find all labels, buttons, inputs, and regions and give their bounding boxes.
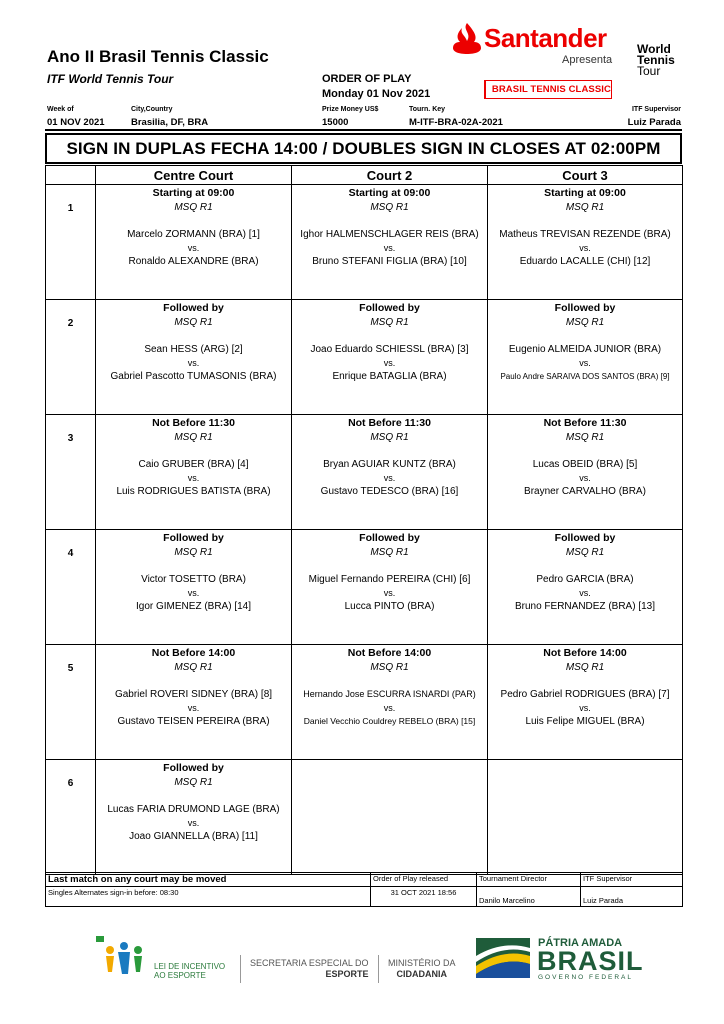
- player-1: Eugenio ALMEIDA JUNIOR (BRA): [508, 344, 662, 355]
- match-round: MSQ R1: [174, 316, 213, 328]
- player-2: Joao GIANNELLA (BRA) [11]: [129, 830, 258, 842]
- brasil-wordmark: BRASIL: [537, 946, 644, 976]
- lei-line-1: LEI DE INCENTIVO: [154, 962, 226, 971]
- match-time: Followed by: [359, 302, 420, 314]
- prize-label: Prize Money US$: [322, 106, 379, 113]
- match-round: MSQ R1: [174, 776, 213, 788]
- player-2: Brayner CARVALHO (BRA): [524, 485, 646, 497]
- released-label: Order of Play released: [371, 873, 477, 887]
- versus: vs.: [579, 587, 591, 598]
- match-cell: [488, 645, 683, 760]
- versus: vs.: [579, 357, 591, 368]
- match-cell: [488, 300, 683, 415]
- sponsor-tagline: Apresenta: [562, 54, 613, 66]
- match-cell: [96, 645, 292, 760]
- order-of-play-label: ORDER OF PLAY: [322, 73, 412, 85]
- match-round: MSQ R1: [370, 546, 409, 558]
- player-1: Gabriel ROVERI SIDNEY (BRA) [8]: [114, 689, 273, 700]
- player-1: Ighor HALMENSCHLAGER REIS (BRA): [300, 229, 479, 240]
- match-round: MSQ R1: [174, 201, 213, 213]
- match-round: MSQ R1: [370, 431, 409, 443]
- player-1: Pedro Gabriel RODRIGUES (BRA) [7]: [500, 689, 670, 700]
- player-1: Joao Eduardo SCHIESSL (BRA) [3]: [310, 344, 469, 355]
- row-number: 2: [46, 300, 96, 415]
- match-round: MSQ R1: [565, 661, 605, 673]
- empty-match-cell: [488, 760, 683, 875]
- match-round: MSQ R1: [370, 316, 409, 328]
- player-1: Marcelo ZORMANN (BRA) [1]: [127, 229, 260, 240]
- row-number: 3: [46, 415, 96, 530]
- match-round: MSQ R1: [565, 201, 605, 213]
- match-cell: [292, 415, 488, 530]
- match-cell: [292, 645, 488, 760]
- player-2: Bruno STEFANI FIGLIA (BRA) [10]: [312, 255, 467, 267]
- prize-value: 15000: [322, 117, 349, 128]
- versus: vs.: [187, 702, 200, 713]
- city-value: Brasilia, DF, BRA: [131, 117, 209, 128]
- match-cell: [292, 530, 488, 645]
- governo-federal-flag-icon: [476, 938, 530, 978]
- match-time: Not Before 14:00: [543, 647, 627, 659]
- player-1: Matheus TREVISAN REZENDE (BRA): [499, 229, 671, 240]
- player-2: Bruno FERNANDEZ (BRA) [13]: [514, 600, 656, 612]
- order-of-play-table: [45, 165, 683, 875]
- player-2: Ronaldo ALEXANDRE (BRA): [128, 255, 259, 267]
- match-time: Not Before 14:00: [151, 647, 236, 659]
- player-1: Hernando Jose ESCURRA ISNARDI (PAR): [303, 689, 476, 699]
- match-time: Followed by: [359, 532, 420, 544]
- itf-world-tennis-tour-logo: [637, 44, 675, 77]
- versus: vs.: [187, 587, 200, 598]
- match-cell: [96, 530, 292, 645]
- versus: vs.: [187, 357, 200, 368]
- match-time: Not Before 11:30: [152, 417, 235, 429]
- player-2: Gabriel Pascotto TUMASONIS (BRA): [110, 370, 277, 382]
- match-cell: [488, 185, 683, 300]
- schedule-row: [46, 185, 683, 300]
- schedule-row: [46, 645, 683, 760]
- week-of-label: Week of: [47, 106, 74, 113]
- secretaria-esporte-logo: [250, 958, 369, 980]
- schedule-row: [46, 415, 683, 530]
- match-round: MSQ R1: [174, 546, 213, 558]
- versus: vs.: [383, 357, 396, 368]
- match-time: Starting at 09:00: [544, 187, 626, 199]
- match-cell: [488, 415, 683, 530]
- alternates-note: Singles Alternates sign-in before: 08:30: [46, 887, 371, 907]
- player-1: Victor TOSETTO (BRA): [141, 574, 246, 585]
- player-2: Enrique BATAGLIA (BRA): [332, 370, 447, 382]
- court-header: Centre Court: [96, 166, 292, 185]
- santander-flame-icon: [452, 21, 482, 55]
- player-1: Lucas OBEID (BRA) [5]: [532, 459, 638, 470]
- logo-divider: [378, 955, 379, 983]
- director-name: Danilo Marcelino: [477, 887, 581, 907]
- match-round: MSQ R1: [370, 201, 409, 213]
- player-1: Miguel Fernando PEREIRA (CHI) [6]: [308, 574, 471, 585]
- last-match-note: Last match on any court may be moved: [46, 873, 371, 887]
- match-time: Followed by: [163, 302, 224, 314]
- match-round: MSQ R1: [565, 546, 605, 558]
- match-round: MSQ R1: [565, 316, 605, 328]
- order-of-play-heading: [322, 72, 430, 102]
- court-header: Court 2: [292, 166, 488, 185]
- match-time: Followed by: [163, 762, 224, 774]
- row-number: 1: [46, 185, 96, 300]
- patria-amada-text: PÁTRIA AMADA: [538, 937, 623, 949]
- match-time: Followed by: [554, 532, 616, 544]
- match-round: MSQ R1: [565, 431, 605, 443]
- schedule-row: [46, 300, 683, 415]
- versus: vs.: [579, 472, 591, 483]
- tourn-key-value: M-ITF-BRA-02A-2021: [409, 117, 503, 128]
- player-1: Bryan AGUIAR KUNTZ (BRA): [323, 459, 456, 470]
- match-cell: [488, 530, 683, 645]
- versus: vs.: [383, 587, 396, 598]
- player-1: Pedro GARCIA (BRA): [536, 574, 634, 585]
- sec-line-1: SECRETARIA ESPECIAL DO: [250, 958, 369, 968]
- court-header: Court 3: [488, 166, 683, 185]
- player-2: Daniel Vecchio Couldrey REBELO (BRA) [15]: [303, 715, 476, 726]
- released-value: 31 OCT 2021 18:56: [371, 887, 477, 907]
- itf-supervisor-label: ITF Supervisor: [631, 106, 681, 113]
- santander-logo: Santander: [484, 23, 607, 53]
- schedule-row: [46, 530, 683, 645]
- player-2: Luis RODRIGUES BATISTA (BRA): [116, 485, 271, 497]
- player-2: Igor GIMENEZ (BRA) [14]: [135, 600, 252, 612]
- ministerio-cidadania-logo: [388, 958, 456, 980]
- lei-incentivo-figures-icon: [96, 936, 152, 982]
- match-round: MSQ R1: [174, 661, 213, 673]
- itf-logo-line-1: World: [637, 42, 671, 56]
- lei-incentivo-text: [154, 962, 225, 980]
- footer-info-table: [45, 872, 683, 907]
- player-2: Lucca PINTO (BRA): [344, 600, 435, 612]
- player-2: Luis Felipe MIGUEL (BRA): [525, 715, 645, 727]
- match-time: Followed by: [163, 532, 224, 544]
- tourn-key-label: Tourn. Key: [409, 106, 446, 113]
- match-round: MSQ R1: [174, 431, 213, 443]
- match-time: Starting at 09:00: [348, 187, 431, 199]
- player-2: Eduardo LACALLE (CHI) [12]: [519, 255, 651, 267]
- governo-federal-text: GOVERNO FEDERAL: [538, 974, 634, 981]
- match-cell: [96, 760, 292, 875]
- play-date: Monday 01 Nov 2021: [322, 88, 431, 100]
- courts-header-row: [46, 166, 683, 185]
- match-time: Starting at 09:00: [152, 187, 235, 199]
- row-number: 5: [46, 645, 96, 760]
- match-time: Not Before 11:30: [543, 417, 627, 429]
- versus: vs.: [579, 702, 591, 713]
- match-time: Not Before 14:00: [347, 647, 432, 659]
- match-round: MSQ R1: [370, 661, 409, 673]
- row-number-header: [46, 166, 96, 185]
- header-divider: [45, 129, 682, 131]
- player-2: Paulo Andre SARAIVA DOS SANTOS (BRA) [9]: [500, 371, 670, 381]
- player-2: Gustavo TEISEN PEREIRA (BRA): [117, 715, 270, 727]
- player-1: Sean HESS (ARG) [2]: [144, 344, 243, 355]
- director-label: Tournament Director: [477, 873, 581, 887]
- match-cell: [292, 185, 488, 300]
- match-cell: [96, 415, 292, 530]
- player-1: Caio GRUBER (BRA) [4]: [138, 459, 249, 470]
- logo-divider: [240, 955, 241, 983]
- row-number: 6: [46, 760, 96, 875]
- versus: vs.: [383, 472, 396, 483]
- footer-supervisor-label: ITF Supervisor: [581, 873, 683, 887]
- versus: vs.: [187, 817, 200, 828]
- footer-supervisor-name: Luiz Parada: [581, 887, 683, 907]
- itf-logo-line-3: Tour: [637, 64, 661, 78]
- week-of-value: 01 NOV 2021: [47, 117, 105, 128]
- min-line-1: MINISTÉRIO DA: [388, 958, 456, 968]
- versus: vs.: [187, 242, 200, 253]
- row-number: 4: [46, 530, 96, 645]
- doubles-sign-in-notice: SIGN IN DUPLAS FECHA 14:00 / DOUBLES SIGN IN CLOSES AT 02:00PM: [45, 133, 682, 164]
- match-time: Not Before 11:30: [348, 417, 431, 429]
- versus: vs.: [383, 702, 396, 713]
- player-2: Gustavo TEDESCO (BRA) [16]: [320, 485, 459, 497]
- city-label: City,Country: [131, 106, 173, 113]
- versus: vs.: [187, 472, 200, 483]
- tour-subtitle: ITF World Tennis Tour: [47, 72, 174, 86]
- match-cell: [96, 300, 292, 415]
- itf-logo-line-2: Tennis: [637, 53, 675, 67]
- tournament-title: Ano II Brasil Tennis Classic: [47, 47, 269, 66]
- min-line-2: CIDADANIA: [396, 969, 447, 979]
- brasil-tennis-classic-logo: [484, 80, 612, 99]
- sec-line-2: ESPORTE: [325, 969, 369, 979]
- schedule-row: [46, 760, 683, 875]
- itf-supervisor-value: Luiz Parada: [627, 117, 681, 128]
- empty-match-cell: [292, 760, 488, 875]
- match-cell: [96, 185, 292, 300]
- match-time: Followed by: [554, 302, 616, 314]
- player-1: Lucas FARIA DRUMOND LAGE (BRA): [107, 804, 280, 815]
- versus: vs.: [579, 242, 591, 253]
- btc-logo-text: BRASIL TENNIS CLASSIC: [491, 84, 611, 95]
- versus: vs.: [383, 242, 396, 253]
- lei-line-2: AO ESPORTE: [154, 971, 206, 980]
- match-cell: [292, 300, 488, 415]
